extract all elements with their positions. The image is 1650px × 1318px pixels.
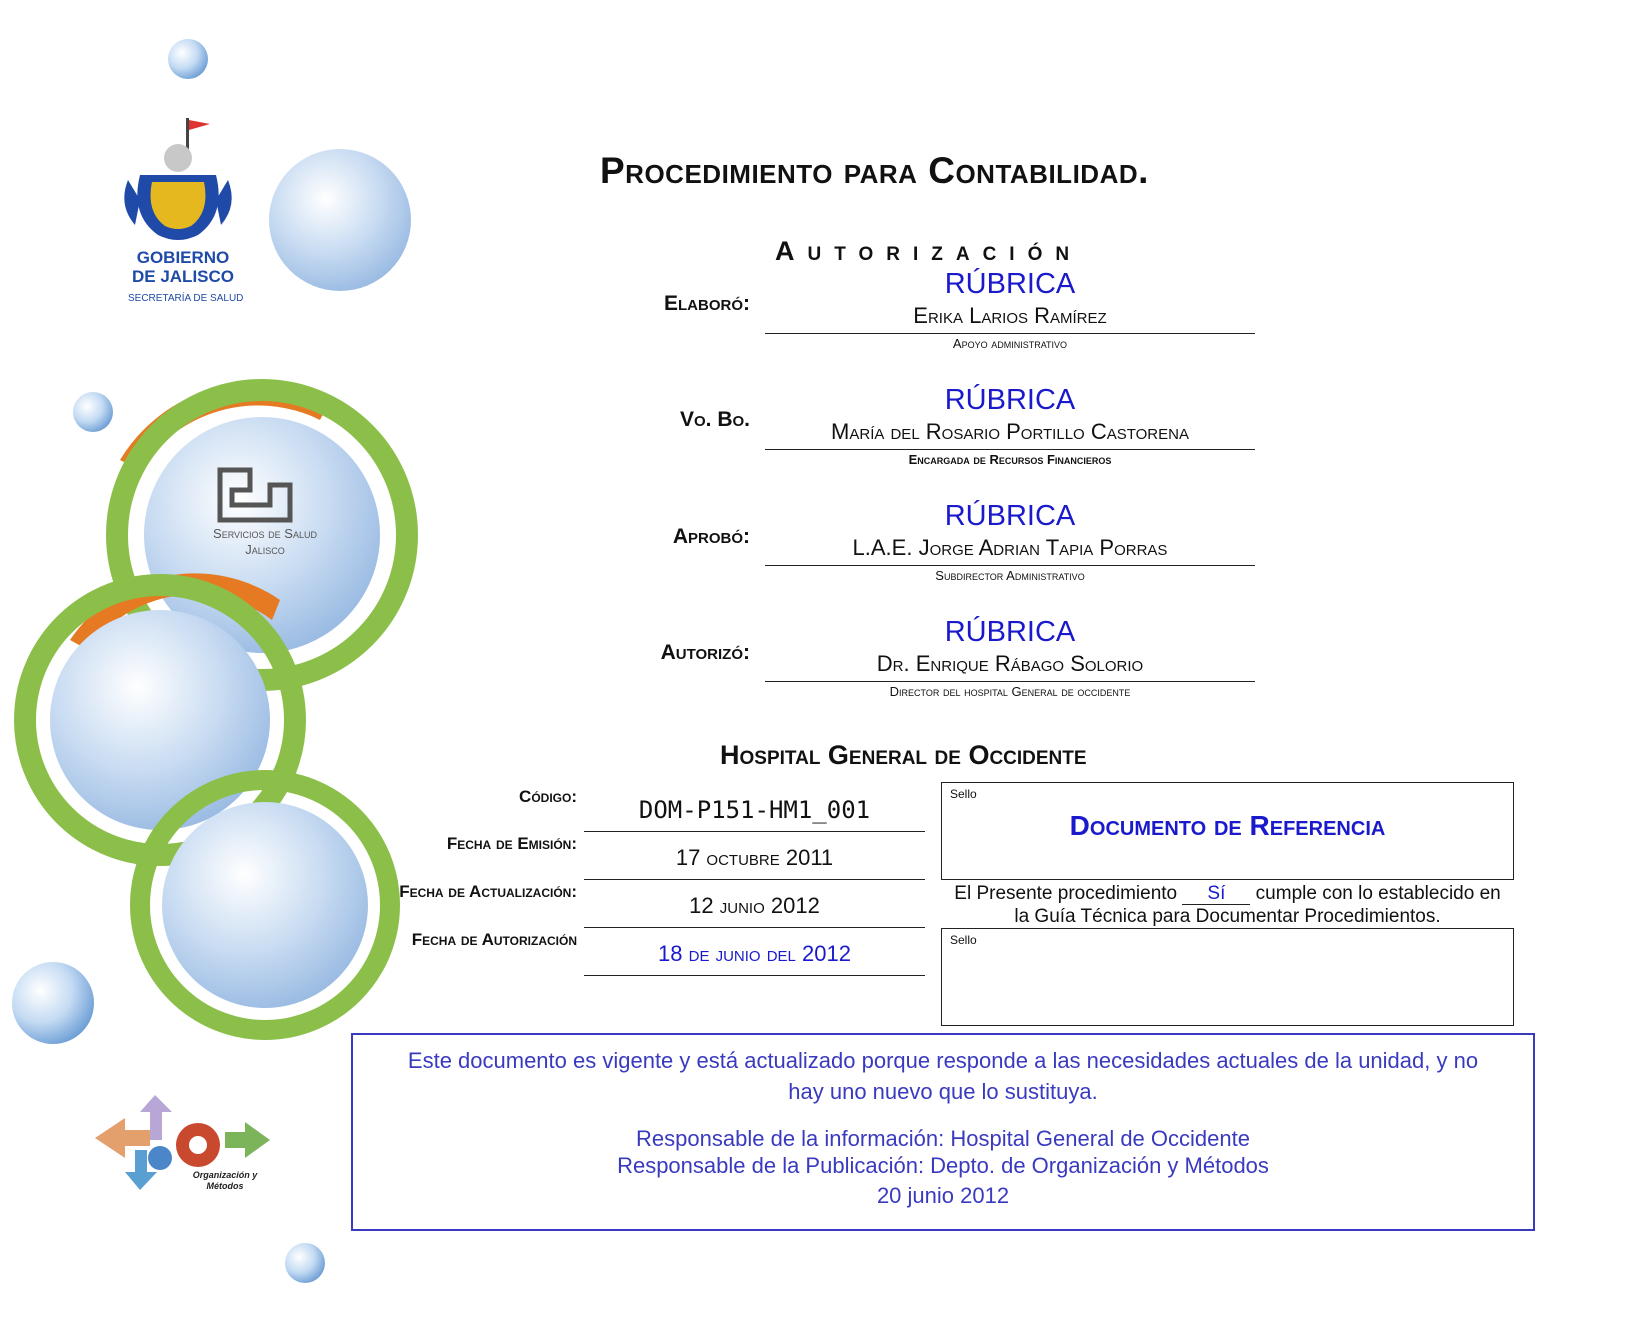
servicios-logo-text	[195, 526, 335, 558]
servicios-line1: Servicios de Salud	[213, 526, 317, 541]
page-title: Procedimiento para Contabilidad.	[600, 150, 1149, 191]
notice-date: 20 junio 2012	[876, 1183, 1010, 1208]
authorization-heading: Autorización	[775, 236, 1083, 266]
signature-block	[765, 268, 1255, 351]
autorizacion-label: Fecha de Autorización	[411, 930, 577, 949]
signature-line	[765, 333, 1255, 334]
bubble	[12, 962, 94, 1044]
compliance-value: Sí	[1182, 884, 1250, 905]
signature-line	[765, 449, 1255, 450]
notice-line: Responsable de la Publicación: Depto. de Organización y Métodos	[617, 1153, 1269, 1178]
compliance-pre: El Presente procedimiento	[954, 883, 1178, 904]
signature-label: Autorizó:	[660, 641, 750, 664]
notice-line: Este documento es vigente y está actualizado porque responde a las necesidades actuales de la unidad, y no	[407, 1048, 1479, 1073]
compliance-text	[941, 882, 1514, 928]
org-line2: Métodos	[206, 1181, 244, 1191]
signature-rubrica: RÚBRICA	[944, 500, 1076, 532]
org-logo-text	[170, 1170, 280, 1192]
doc-reference-title: Documento de Referencia	[1069, 810, 1386, 841]
inner-circle	[50, 610, 270, 830]
autorizacion-value: 18 de junio del 2012	[584, 930, 925, 976]
signer-role: Encargada de Recursos Financieros	[908, 452, 1112, 467]
notice-line: hay uno nuevo que lo sustituya.	[788, 1079, 1098, 1104]
coat-of-arms-icon	[124, 118, 231, 240]
inner-circle	[162, 802, 368, 1008]
bubble	[168, 39, 208, 79]
signature-block	[765, 384, 1255, 467]
codigo-label: Código:	[519, 787, 577, 806]
signature-block	[765, 616, 1255, 699]
signature-label: Aprobó:	[672, 525, 750, 548]
signer-role: Director del hospital General de occidente	[889, 684, 1131, 699]
signature-line	[765, 681, 1255, 682]
signature-rubrica: RÚBRICA	[944, 616, 1076, 648]
codigo-value: DOM-P151-HM1_001	[584, 786, 925, 832]
signer-role: Subdirector Administrativo	[935, 568, 1085, 583]
signer-name: L.A.E. Jorge Adrian Tapia Porras	[852, 535, 1168, 560]
emision-value: 17 octubre 2011	[584, 834, 925, 880]
emision-label: Fecha de Emisión:	[446, 834, 577, 853]
signature-line	[765, 565, 1255, 566]
signer-role: Apoyo administrativo	[952, 336, 1068, 351]
compliance-line2: la Guía Técnica para Documentar Procedimientos.	[1014, 906, 1441, 927]
compliance-post: cumple con lo establecido en	[1255, 883, 1501, 904]
bubble	[269, 149, 411, 291]
stamp-box	[941, 782, 1514, 880]
actualizacion-value: 12 junio 2012	[584, 882, 925, 928]
signature-block	[765, 500, 1255, 583]
signature-rubrica: RÚBRICA	[944, 384, 1076, 416]
sello-label: Sello	[950, 933, 977, 947]
servicios-line2: Jalisco	[245, 542, 285, 557]
gobierno-line2: DE JALISCO	[131, 267, 235, 286]
stamp-box-empty	[941, 928, 1514, 1026]
bubble	[285, 1243, 325, 1283]
gobierno-line1: GOBIERNO	[136, 248, 230, 267]
notice-line: Responsable de la información: Hospital General de Occidente	[636, 1126, 1250, 1151]
hospital-heading: Hospital General de Occidente	[720, 740, 1087, 770]
signature-label: Vo. Bo.	[679, 408, 750, 431]
sello-label: Sello	[950, 787, 977, 801]
signer-name: María del Rosario Portillo Castorena	[831, 419, 1189, 444]
validity-notice	[351, 1033, 1535, 1231]
secretaria-text: SECRETARÍA DE SALUD	[128, 293, 244, 304]
signer-name: Dr. Enrique Rábago Solorio	[876, 651, 1144, 676]
actualizacion-label: Fecha de Actualización:	[399, 882, 577, 901]
signer-name: Erika Larios Ramírez	[913, 303, 1107, 328]
signature-rubrica: RÚBRICA	[944, 268, 1076, 300]
org-line1: Organización y	[192, 1170, 258, 1180]
bubble	[73, 392, 113, 432]
gobierno-logo-text	[128, 248, 244, 308]
signature-label: Elaboró:	[664, 292, 750, 315]
